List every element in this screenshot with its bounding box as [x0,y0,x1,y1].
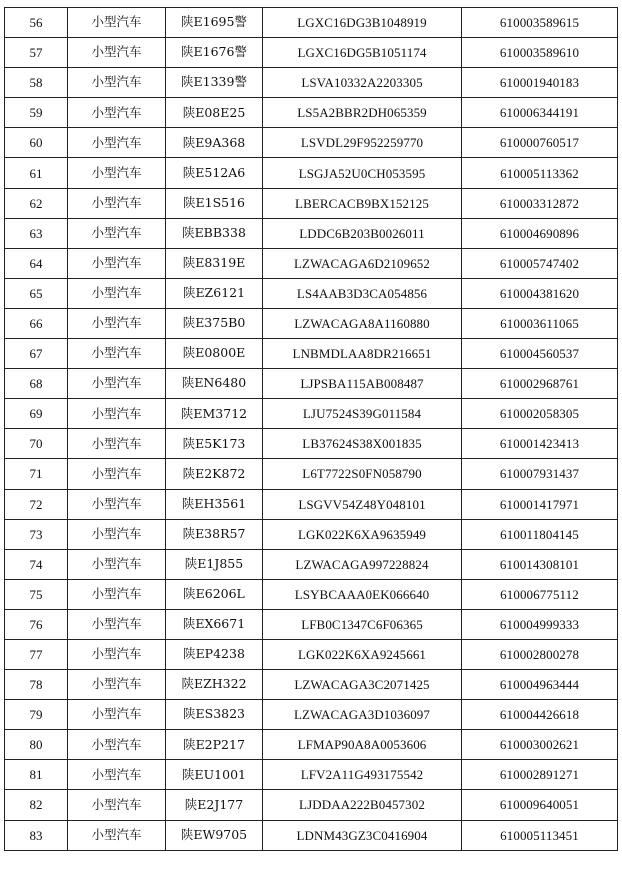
row-number-cell: 58 [5,68,68,98]
table-row [5,670,618,700]
row-number-cell: 65 [5,278,68,308]
row-number-cell: 77 [5,639,68,669]
vin-cell: LSGVV54Z48Y048101 [263,489,462,519]
record-code-cell: 610004999333 [462,609,618,639]
vin-cell: LZWACAGA8A1160880 [263,308,462,338]
vehicle-type-cell: 小型汽车 [68,369,166,399]
vehicle-type-cell: 小型汽车 [68,128,166,158]
table-row [5,459,618,489]
record-code-cell: 610011804145 [462,519,618,549]
vin-cell: LSGJA52U0CH053595 [263,158,462,188]
plate-number-cell: 陕E38R57 [166,519,263,549]
vin-cell: LFV2A11G493175542 [263,760,462,790]
vehicle-type-cell: 小型汽车 [68,339,166,369]
vehicle-type-cell: 小型汽车 [68,308,166,338]
vin-cell: LJPSBA115AB008487 [263,369,462,399]
plate-number-cell: 陕E1676警 [166,38,263,68]
row-number-cell: 81 [5,760,68,790]
vin-cell: LZWACAGA6D2109652 [263,248,462,278]
table-row [5,188,618,218]
vehicle-type-cell: 小型汽车 [68,278,166,308]
row-number-cell: 61 [5,158,68,188]
record-code-cell: 610000760517 [462,128,618,158]
plate-number-cell: 陕EU1001 [166,760,263,790]
plate-number-cell: 陕E8319E [166,248,263,278]
plate-number-cell: 陕E0800E [166,339,263,369]
record-code-cell: 610014308101 [462,549,618,579]
row-number-cell: 78 [5,670,68,700]
table-row [5,218,618,248]
record-code-cell: 610001940183 [462,68,618,98]
table-row [5,820,618,850]
record-code-cell: 610006344191 [462,98,618,128]
vehicle-table-body [5,8,618,851]
record-code-cell: 610009640051 [462,790,618,820]
table-row [5,98,618,128]
table-row [5,339,618,369]
record-code-cell: 610001423413 [462,429,618,459]
row-number-cell: 57 [5,38,68,68]
vehicle-type-cell: 小型汽车 [68,760,166,790]
plate-number-cell: 陕EN6480 [166,369,263,399]
record-code-cell: 610002058305 [462,399,618,429]
row-number-cell: 80 [5,730,68,760]
vehicle-type-cell: 小型汽车 [68,549,166,579]
vin-cell: LS4AAB3D3CA054856 [263,278,462,308]
row-number-cell: 66 [5,308,68,338]
vehicle-type-cell: 小型汽车 [68,639,166,669]
vin-cell: LSVA10332A2203305 [263,68,462,98]
plate-number-cell: 陕EX6671 [166,609,263,639]
row-number-cell: 68 [5,369,68,399]
vin-cell: LZWACAGA997228824 [263,549,462,579]
table-row [5,489,618,519]
table-row [5,8,618,38]
record-code-cell: 610002891271 [462,760,618,790]
vehicle-type-cell: 小型汽车 [68,218,166,248]
vehicle-type-cell: 小型汽车 [68,700,166,730]
vin-cell: LSVDL29F952259770 [263,128,462,158]
vehicle-type-cell: 小型汽车 [68,8,166,38]
table-row [5,278,618,308]
plate-number-cell: 陕E375B0 [166,308,263,338]
row-number-cell: 63 [5,218,68,248]
plate-number-cell: 陕EW9705 [166,820,263,850]
plate-number-cell: 陕EP4238 [166,639,263,669]
row-number-cell: 67 [5,339,68,369]
record-code-cell: 610003312872 [462,188,618,218]
record-code-cell: 610004560537 [462,339,618,369]
vin-cell: LDDC6B203B0026011 [263,218,462,248]
row-number-cell: 60 [5,128,68,158]
vehicle-type-cell: 小型汽车 [68,38,166,68]
vehicle-type-cell: 小型汽车 [68,579,166,609]
row-number-cell: 75 [5,579,68,609]
vehicle-type-cell: 小型汽车 [68,68,166,98]
record-code-cell: 610005113451 [462,820,618,850]
table-row [5,609,618,639]
vehicle-type-cell: 小型汽车 [68,519,166,549]
record-code-cell: 610003002621 [462,730,618,760]
vin-cell: LFMAP90A8A0053606 [263,730,462,760]
table-row [5,519,618,549]
table-row [5,308,618,338]
vehicle-type-cell: 小型汽车 [68,429,166,459]
row-number-cell: 83 [5,820,68,850]
vin-cell: LB37624S38X001835 [263,429,462,459]
record-code-cell: 610006775112 [462,579,618,609]
table-row [5,399,618,429]
vin-cell: LZWACAGA3C2071425 [263,670,462,700]
vin-cell: LGXC16DG5B1051174 [263,38,462,68]
vin-cell: LGK022K6XA9245661 [263,639,462,669]
plate-number-cell: 陕E1339警 [166,68,263,98]
table-row [5,128,618,158]
vehicle-type-cell: 小型汽车 [68,670,166,700]
table-row [5,579,618,609]
table-row [5,158,618,188]
vehicle-type-cell: 小型汽车 [68,158,166,188]
record-code-cell: 610003611065 [462,308,618,338]
vin-cell: LGK022K6XA9635949 [263,519,462,549]
vehicle-type-cell: 小型汽车 [68,489,166,519]
row-number-cell: 79 [5,700,68,730]
table-row [5,248,618,278]
vehicle-type-cell: 小型汽车 [68,248,166,278]
record-code-cell: 610004426618 [462,700,618,730]
vin-cell: LFB0C1347C6F06365 [263,609,462,639]
row-number-cell: 82 [5,790,68,820]
vin-cell: LBERCACB9BX152125 [263,188,462,218]
plate-number-cell: 陕E08E25 [166,98,263,128]
table-row [5,730,618,760]
vin-cell: LGXC16DG3B1048919 [263,8,462,38]
vin-cell: LZWACAGA3D1036097 [263,700,462,730]
plate-number-cell: 陕E2P217 [166,730,263,760]
vehicle-type-cell: 小型汽车 [68,98,166,128]
plate-number-cell: 陕E5K173 [166,429,263,459]
table-row [5,369,618,399]
vehicle-type-cell: 小型汽车 [68,399,166,429]
vin-cell: L6T7722S0FN058790 [263,459,462,489]
plate-number-cell: 陕E2J177 [166,790,263,820]
vehicle-type-cell: 小型汽车 [68,188,166,218]
row-number-cell: 72 [5,489,68,519]
record-code-cell: 610004963444 [462,670,618,700]
record-code-cell: 610005113362 [462,158,618,188]
vin-cell: LJU7524S39G011584 [263,399,462,429]
row-number-cell: 76 [5,609,68,639]
row-number-cell: 59 [5,98,68,128]
table-row [5,790,618,820]
row-number-cell: 56 [5,8,68,38]
vin-cell: LNBMDLAA8DR216651 [263,339,462,369]
vehicle-type-cell: 小型汽车 [68,609,166,639]
plate-number-cell: 陕EZH322 [166,670,263,700]
vehicle-type-cell: 小型汽车 [68,730,166,760]
table-row [5,760,618,790]
plate-number-cell: 陕E1695警 [166,8,263,38]
record-code-cell: 610003589615 [462,8,618,38]
vin-cell: LJDDAA222B0457302 [263,790,462,820]
row-number-cell: 70 [5,429,68,459]
plate-number-cell: 陕E2K872 [166,459,263,489]
plate-number-cell: 陕E1S516 [166,188,263,218]
row-number-cell: 64 [5,248,68,278]
plate-number-cell: 陕E1J855 [166,549,263,579]
vehicle-type-cell: 小型汽车 [68,820,166,850]
record-code-cell: 610004690896 [462,218,618,248]
record-code-cell: 610001417971 [462,489,618,519]
vehicle-type-cell: 小型汽车 [68,459,166,489]
plate-number-cell: 陕EZ6121 [166,278,263,308]
vin-cell: LDNM43GZ3C0416904 [263,820,462,850]
plate-number-cell: 陕ES3823 [166,700,263,730]
table-row [5,549,618,579]
vehicle-type-cell: 小型汽车 [68,790,166,820]
plate-number-cell: 陕E512A6 [166,158,263,188]
plate-number-cell: 陕EBB338 [166,218,263,248]
table-row [5,700,618,730]
record-code-cell: 610004381620 [462,278,618,308]
record-code-cell: 610007931437 [462,459,618,489]
row-number-cell: 62 [5,188,68,218]
record-code-cell: 610005747402 [462,248,618,278]
table-row [5,68,618,98]
plate-number-cell: 陕EM3712 [166,399,263,429]
row-number-cell: 74 [5,549,68,579]
plate-number-cell: 陕E9A368 [166,128,263,158]
row-number-cell: 73 [5,519,68,549]
vin-cell: LSYBCAAA0EK066640 [263,579,462,609]
table-row [5,38,618,68]
record-code-cell: 610002800278 [462,639,618,669]
plate-number-cell: 陕E6206L [166,579,263,609]
record-code-cell: 610002968761 [462,369,618,399]
plate-number-cell: 陕EH3561 [166,489,263,519]
record-code-cell: 610003589610 [462,38,618,68]
vin-cell: LS5A2BBR2DH065359 [263,98,462,128]
table-row [5,429,618,459]
row-number-cell: 71 [5,459,68,489]
row-number-cell: 69 [5,399,68,429]
vehicle-table [4,7,618,851]
table-row [5,639,618,669]
